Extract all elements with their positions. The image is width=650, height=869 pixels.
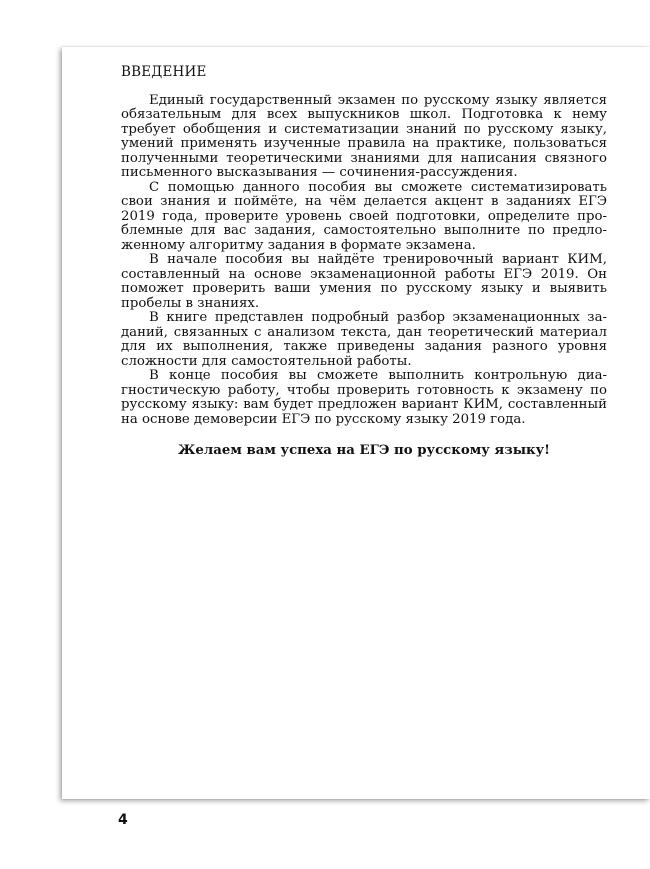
page-number: 4 <box>118 812 128 828</box>
closing-wish: Желаем вам успеха на ЕГЭ по русскому языку! <box>177 443 551 458</box>
section-heading: ВВЕДЕНИЕ <box>121 64 207 80</box>
paragraph-1: Единый государственный экзамен по русскому языку является обязательным для всех выпускников школ. Подготовка к нему требует обобщения и систематизации знаний по русскому языку, умений применять изученные правила на практике, пользоваться полученными теоретическими знаниями для написания связного письменного высказывания — сочинения-рассуждения. <box>121 92 607 180</box>
paragraph-5: В конце пособия вы сможете выполнить контрольную диагностическую работу, чтобы проверить готовность к экзамену по русскому языку: вам будет предложен вариант КИМ, составленный на основе демоверсии ЕГЭ по русскому языку 2019 года. <box>121 368 607 427</box>
paragraph-2: С помощью данного пособия вы сможете систематизировать свои знания и поймёте, на чём делается акцент в заданиях ЕГЭ 2019 года, проверите уровень своей подготовки, определите проблемные для вас задания, самостоятельно выполните по предложенному алгоритму задания в формате экзамена. <box>121 179 607 253</box>
paragraph-3: В начале пособия вы найдёте тренировочный вариант КИМ, составленный на основе экзаменационной работы ЕГЭ 2019. Он поможет проверить ваши умения по русскому языку и выявить пробелы в знаниях. <box>121 252 607 311</box>
paragraph-4: В книге представлен подробный разбор экзаменационных заданий, связанных с анализом текста, дан теоретический материал для их выполнения, также приведены задания разного уровня сложности для самостоятельной работы. <box>121 310 607 369</box>
document-sheet <box>62 47 650 799</box>
document-content <box>121 65 607 459</box>
